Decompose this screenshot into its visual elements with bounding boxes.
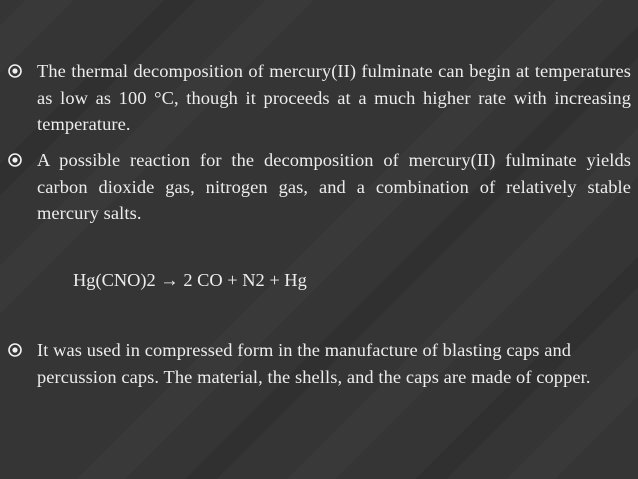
circle-target-bullet-icon (8, 58, 30, 86)
bullet-text: It was used in compressed form in the manufacture of blasting caps and percussion caps. The material, the shells, and the caps are made of copper. (37, 340, 591, 387)
bullet-text: The thermal decomposition of mercury(II) fulminate can begin at temperatures as low as 100 °C, though it proceeds at a much higher rate with increasing temperature. (37, 61, 631, 134)
reaction-equation: Hg(CNO)2 → 2 CO + N2 + Hg (73, 270, 307, 290)
bullet-text: A possible reaction for the decomposition of mercury(II) fulminate yields carbon dioxide gas, nitrogen gas, and a combination of relatively stable mercury salts. (37, 150, 631, 223)
circle-target-bullet-icon (8, 147, 30, 175)
circle-target-bullet-icon (8, 337, 30, 365)
